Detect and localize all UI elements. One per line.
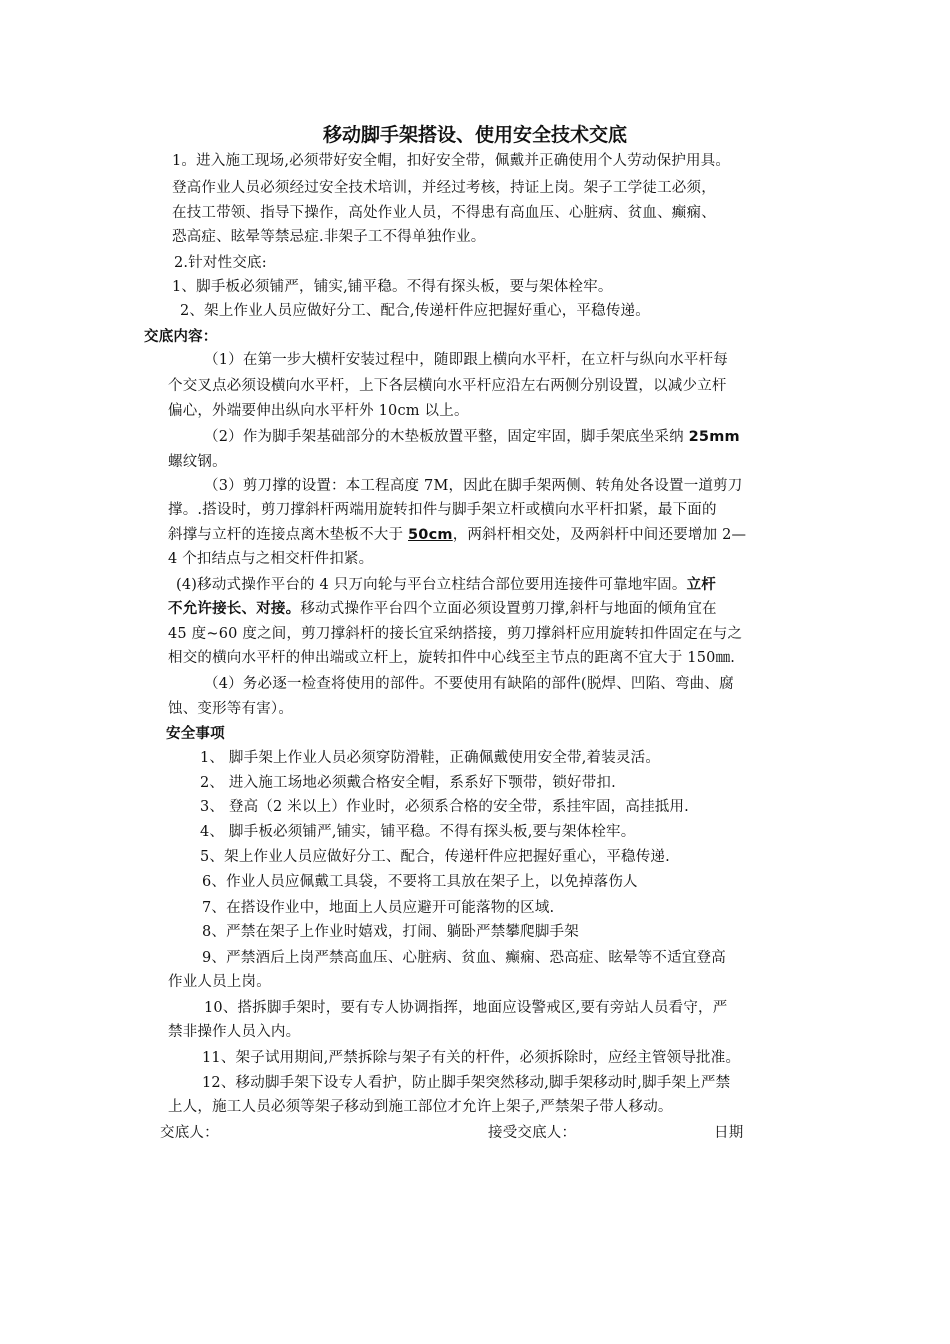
safety-item: 5、架上作业人员应做好分工、配合，传递杆件应把握好重心，平稳传递. [200,849,670,865]
safety-item: 9、严禁酒后上岗严禁高血压、心脏病、贫血、癫痫、恐高症、眩晕等不适宜登高 [202,950,726,966]
content-line: 螺纹钢。 [168,454,227,470]
safety-heading: 安全事项 [166,726,225,742]
safety-item: 7、在搭设作业中，地面上人员应避开可能落物的区域. [202,900,555,916]
content-line: （2）作为脚手架基础部分的木垫板放置平整，固定牢固，脚手架底坐采纳 25mm [204,429,740,445]
intro-line: 登高作业人员必须经过安全技术培训，并经过考核，持证上岗。架子工学徒工必须， [172,180,716,196]
bold-text: 不允许接长、对接。 [168,601,301,617]
intro-line: 恐高症、眩晕等禁忌症.非架子工不得单独作业。 [172,229,486,245]
safety-item: 4、 脚手板必须铺严,铺实，铺平稳。不得有探头板,要与架体栓牢。 [200,824,636,840]
safety-item: 1、 脚手架上作业人员必须穿防滑鞋，正确佩戴使用安全带,着装灵活。 [200,750,661,766]
content-line: 撑。.搭设时，剪刀撑斜杆两端用旋转扣件与脚手架立杆或横向水平杆扣紧，最下面的 [168,502,717,518]
content-line: 不允许接长、对接。移动式操作平台四个立面必须设置剪刀撑,斜杆与地面的倾角宜在 [168,601,717,617]
safety-item: 6、作业人员应佩戴工具袋，不要将工具放在架子上，以免掉落伤人 [202,874,638,890]
content-line: （4）务必逐一检查将使用的部件。不要使用有缺陷的部件(脱焊、凹陷、弯曲、腐 [204,676,734,692]
discloser-label: 交底人： [160,1125,219,1141]
safety-item: 10、搭拆脚手架时，要有专人协调指挥，地面应设警戒区,要有旁站人员看守，严 [204,1000,728,1016]
document-title: 移动脚手架搭设、使用安全技术交底 [322,124,627,146]
bold-spec: 25mm [688,429,740,445]
content-line: 个交叉点必须设横向水平杆，上下各层横向水平杆应沿左右两侧分别设置，以减少立杆 [168,378,727,394]
content-line: 4 个扣结点与之相交杆件扣紧。 [168,551,374,567]
bold-text: 立杆 [686,577,716,593]
date-label: 日期 [714,1125,744,1141]
safety-item: 8、严禁在架子上作业时嬉戏，打闹、躺卧严禁攀爬脚手架 [202,924,579,940]
content-line: 斜撑与立杆的连接点离木垫板不大于 50cm，两斜杆相交处，及两斜杆中间还要增加 2— [168,527,747,543]
content-line: 相交的横向水平杆的伸出端或立杆上，旋转扣件中心线至主节点的距离不宜大于 150㎜. [168,650,736,666]
underlined-spec: 50cm [408,527,453,543]
safety-item: 上人，施工人员必须等架子移动到施工部位才允许上架子,严禁架子带人移动。 [168,1099,673,1115]
content-heading: 交底内容： [144,329,218,345]
intro-subheading: 2.针对性交底: [174,255,267,271]
content-line: (4)移动式操作平台的 4 只万向轮与平台立柱结合部位要用连接件可靠地牢固。立杆 [176,577,716,593]
safety-item: 11、架子试用期间,严禁拆除与架子有关的杆件，必须拆除时，应经主管领导批准。 [202,1050,741,1066]
content-line: （3）剪刀撑的设置：本工程高度 7M，因此在脚手架两侧、转角处各设置一道剪刀 [204,478,743,494]
receiver-label: 接受交底人： [488,1125,577,1141]
safety-item: 作业人员上岗。 [168,974,271,990]
safety-item: 12、移动脚手架下设专人看护，防止脚手架突然移动,脚手架移动时,脚手架上严禁 [202,1075,731,1091]
content-line: 偏心，外端要伸出纵向水平杆外 10cm 以上。 [168,403,469,419]
safety-item: 3、 登高（2 米以上）作业时，必须系合格的安全带，系挂牢固，高挂抵用. [200,799,689,815]
intro-item: 2、架上作业人员应做好分工、配合,传递杆件应把握好重心，平稳传递。 [180,303,650,319]
safety-item: 禁非操作人员入内。 [168,1024,301,1040]
content-line: 45 度~60 度之间，剪刀撑斜杆的接长宜采纳搭接，剪刀撑斜杆应用旋转扣件固定在与之 [168,626,743,642]
safety-item: 2、 进入施工场地必须戴合格安全帽，系系好下颚带，锁好带扣. [200,775,616,791]
intro-line: 在技工带领、指导下操作，高处作业人员，不得患有高血压、心脏病、贫血、癫痫、 [172,205,716,221]
content-line: 蚀、变形等有害）。 [168,701,294,717]
content-line: （1）在第一步大横杆安装过程中，随即跟上横向水平杆，在立杆与纵向水平杆每 [204,352,728,368]
intro-item: 1、脚手板必须铺严，铺实,铺平稳。不得有探头板，要与架体栓牢。 [172,279,613,295]
intro-line: 1。进入施工现场,必须带好安全帽，扣好安全带，佩戴并正确使用个人劳动保护用具。 [172,153,731,169]
